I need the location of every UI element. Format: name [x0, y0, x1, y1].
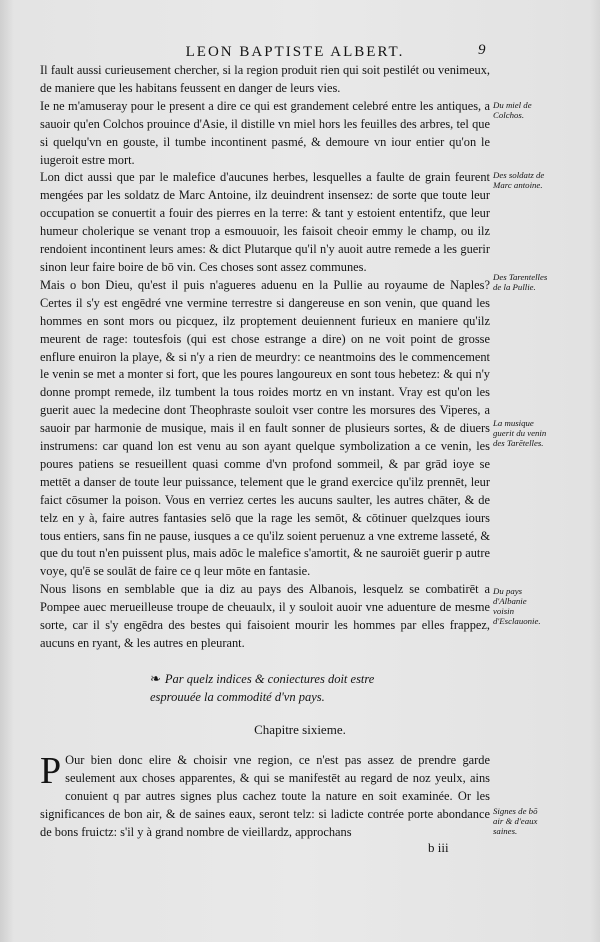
paragraph-5: Nous lisons en semblable que ia diz au pays des Albanois, lesquelz se combatirēt a Pompee auec merueilleuse troupe de cheuaulx, il y souloit auoir vne aduenture de mesme sorte, car il s'y engēdra des bestes qui faisoient mourir les hommes par elles frappez, aucuns en ryant, & les autres en pleurant. [40, 582, 490, 650]
chapter-title: Chapitre sixieme. [254, 722, 346, 737]
main-text [40, 62, 490, 653]
drop-capital: P [40, 750, 62, 792]
marginal-note-3: Des Tarentelles de la Pullie. [493, 272, 548, 292]
signature-mark: b iii [428, 840, 449, 855]
marginal-note-1: Du miel de Colchos. [493, 100, 532, 120]
chapter-text [40, 752, 490, 842]
paragraph-1: Il fault aussi curieusement chercher, si la region produit rien qui soit pestilét ou venimeux, de maniere que les habitans feussent en danger de leurs vies. [40, 63, 490, 95]
subheading-text: Par quelz indices & coniectures doit estre esprouuée la commodité d'vn pays. [150, 672, 375, 704]
paragraph-3: Lon dict aussi que par le malefice d'aucunes herbes, lesquelles a faulte de grain feurent mengées par les soldatz de Marc Antoine, ilz deuindrent insensez: de sorte que toute leur occupation se conuertit a fouir des pierres en la terre: & tant y estoient ententifz, que leur humeur cholerique se venant trop a esmouuoir, les faisoit cheoir emmy le champ, ou ilz rendoient incontinent leurs ames: & dict Plutarque qu'il n'y auoit autre remede a les guerir sinon leur faire boire de bō vin. Ces choses sont assez communes. [40, 170, 490, 274]
running-head: LEON BAPTISTE ALBERT. [185, 44, 405, 60]
section-subheading [150, 670, 410, 706]
marginal-note-5: Du pays d'Albanie voisin d'Esclauonie. [493, 586, 541, 626]
marginal-note-4: La musique guerit du venin des Tarētelles. [493, 418, 547, 448]
chapter-paragraph: Our bien donc elire & choisir vne region, ce n'est pas assez de prendre garde seulement aux choses apparentes, & qui se manifestēt au regard de noz yeulx, ains conuient q par autres signes plus cachez toute la nature en soit examinée. Or les significances de bon air, & de saines eaux, seront telz: si ladicte contrée porte abondance de bons fruictz: s'il y à grand nombre de vieillardz, approchans [40, 753, 490, 839]
marginal-note-6: Signes de bō air & d'eaux saines. [493, 806, 538, 836]
fleuron-icon: ❧ [150, 671, 161, 686]
paragraph-4: Mais o bon Dieu, qu'est il puis n'agueres aduenu en la Pullie au royaume de Naples? Certes il s'y est engēdré vne vermine terrestre si dangereuse en son venin, que quand les hommes en sont mors ou picquez, ilz proptement deuiennent furieux en maniere qu'ilz meurent de rage: toutesfois (qui est chose estrange a dire) on ne voit point de grosse enflure enuiron la playe, & si n'y a rien de meurdry: ce neantmoins des le commencement le venin se met a monter si fort, que les poures langoureux en sont tous hebetez: & qui n'y donne prompt remede, ilz tumbent la tous roides mortz en vn instant. Vray est qu'on les guerit auec la medecine dont Theophraste souloit vser contre les morsures des Viperes, a sauoir par harmonie de musique, mais il en fault sonner de plusieurs sortes, & de diuers instrumens: car quand lon est venu au son ayant quelque symbolization a ce venin, les poures patiens se resueillent quasi comme d'vn profond sommeil, & par grād ioye se mettēt a danser de toute leur puissance, telement que le grand exercice qu'ilz prennēt, leur faict cōsumer la poison. Vous en verriez certes les aucuns saulter, les autres chāter, & de telz en y à, faire autres fantasies selō que la rage les semōt, & cōtinuer quelzques iours tous entiers, sans fin ne pause, iusques a ce qu'ilz soient peruenuz a vne extreme lasseté, & que du tout n'en puissent plus, mais adōc le malefice s'amortit, & ne sauroiēt guerir p autre voye, qu'ē se soulāt de faire ce q leur mōte en fantasie. [40, 277, 490, 579]
marginal-note-2: Des soldatz de Marc antoine. [493, 170, 545, 190]
paragraph-2: Ie ne m'amuseray pour le present a dire ce qui est grandement celebré entre les antiques, a sauoir qu'en Colchos prouince d'Asie, il distille vn miel hors les feuilles des arbres, tel que si quelqu'vn en gouste, il tumbe incontinent pasmé, & demoure vn iour entier qu'on le iugeroit estre mort. [40, 98, 490, 167]
page-number: 9 [478, 42, 486, 58]
